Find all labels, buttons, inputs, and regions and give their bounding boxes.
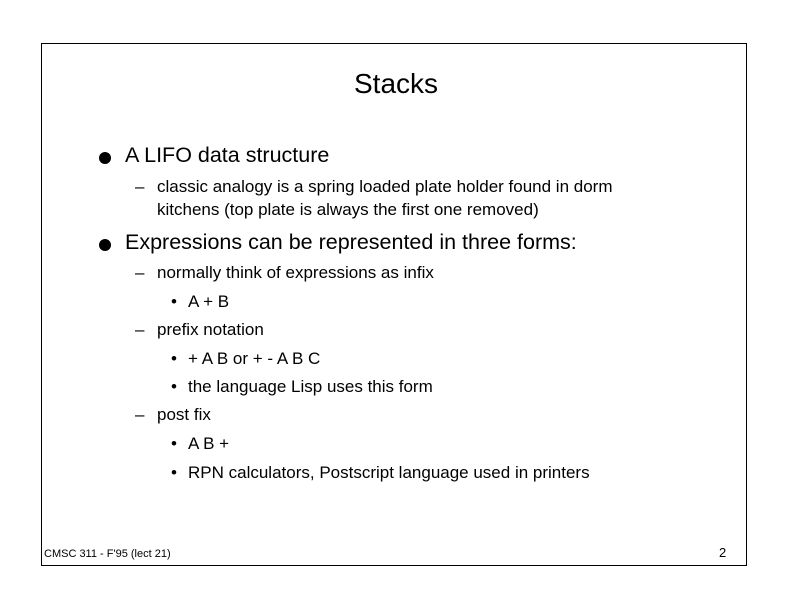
bullet-1-sub-line-1: classic analogy is a spring loaded plate holder found in dorm bbox=[157, 177, 613, 196]
bullet-1-text: A LIFO data structure bbox=[125, 143, 330, 167]
dash-3: – bbox=[135, 320, 145, 339]
bullet-2-sub-2-item-2: the language Lisp uses this form bbox=[188, 377, 433, 396]
bullet-mark-3: • bbox=[171, 377, 177, 396]
bullet-2-sub-3-item-2: RPN calculators, Postscript language used in printers bbox=[188, 463, 590, 482]
bullet-2-sub-1-item-1: A + B bbox=[188, 292, 230, 311]
bullet-dot-1 bbox=[99, 152, 111, 164]
bullet-2-sub-1: normally think of expressions as infix bbox=[157, 263, 434, 282]
bullet-mark-2: • bbox=[171, 349, 177, 368]
footer-course-label: CMSC 311 - F'95 (lect 21) bbox=[44, 548, 171, 560]
bullet-mark-1: • bbox=[171, 292, 177, 311]
bullet-mark-5: • bbox=[171, 463, 177, 482]
slide-title: Stacks bbox=[353, 68, 439, 99]
bullet-2-text: Expressions can be represented in three forms: bbox=[125, 230, 577, 254]
dash-2: – bbox=[135, 263, 145, 282]
dash-1: – bbox=[135, 177, 145, 196]
page-number: 2 bbox=[719, 545, 727, 560]
bullet-2-sub-3-item-1: A B + bbox=[188, 434, 230, 453]
bullet-2-sub-3: post fix bbox=[157, 405, 211, 424]
dash-4: – bbox=[135, 405, 145, 424]
bullet-1-sub-line-2: kitchens (top plate is always the first one removed) bbox=[157, 200, 539, 219]
bullet-2-sub-2: prefix notation bbox=[157, 320, 264, 339]
bullet-dot-2 bbox=[99, 239, 111, 251]
slide-frame bbox=[41, 43, 747, 566]
bullet-mark-4: • bbox=[171, 434, 177, 453]
bullet-2-sub-2-item-1: + A B or + - A B C bbox=[188, 349, 321, 368]
